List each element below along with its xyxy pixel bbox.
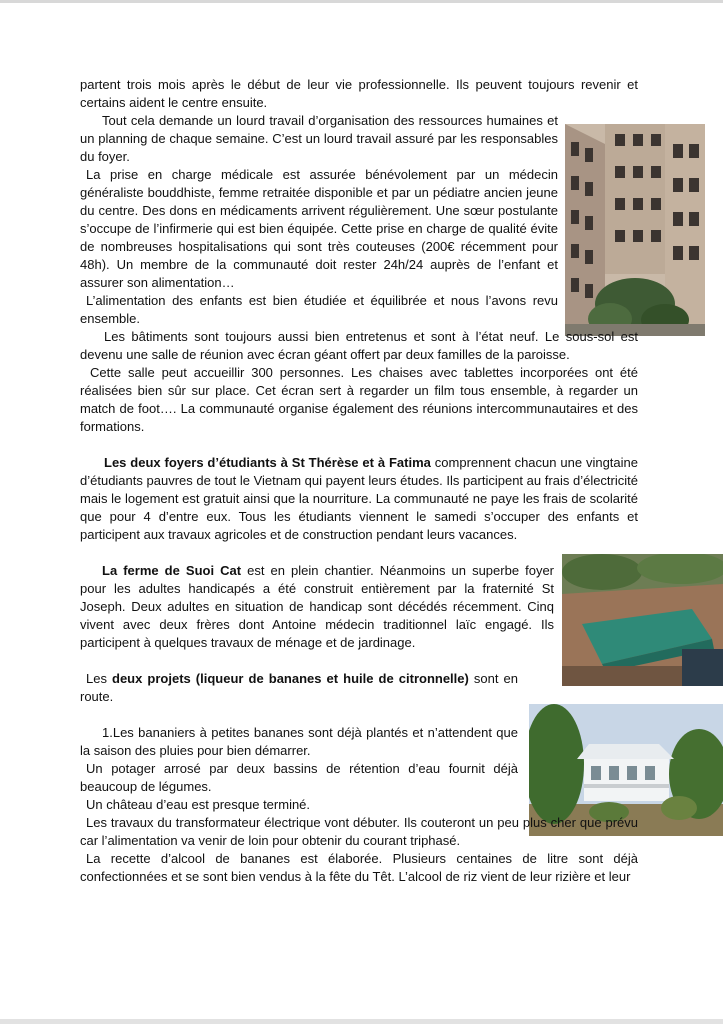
paragraph-8-text: est en plein chantier. Néanmoins un superbe foyer pour les adultes handicapés a été construit entièrement par la fraternité St Joseph. Deux adultes en situation de handicap sont décédés récemment. Cinq vivent avec deux frères dont Antoine médecin traditionnel laïc engagé. Ils participent à quelques travaux de ménage et de jardinage. — [80, 563, 555, 650]
paragraph-13: Les travaux du transformateur électrique vont débuter. Ils couteront un peu plus cher que prévu car l’alimentation va venir de loin pour obtenir du courant triphasé. — [80, 815, 638, 848]
bottom-border — [0, 1019, 723, 1024]
paragraph-6: Cette salle peut accueillir 300 personnes. Les chaises avec tablettes incorporées ont été réalisées bien sûr sur place. Cet écran sert à regarder un film tous ensemble, à regarder un match de foot…. La communauté organise également des réunions intercommunautaires et des formations. — [80, 365, 638, 434]
paragraph-3: La prise en charge médicale est assurée bénévolement par un médecin généraliste bouddhiste, femme retraitée disponible et par un pédiatre ancien jeune du centre. Des dons en médicaments arrivent régulièrement. Une sœur postulante s’occupe de l’infirmerie qui est bien équipée. Cette prise en charge de qualité évite de nombreuses hospitalisations qui sont très couteuses (200€ récemment pour 48h). Un membre de la communauté doit rester 24h/24 auprès de l’enfant et assurer son alimentation… — [80, 167, 558, 290]
paragraph-5: Les bâtiments sont toujours aussi bien entretenus et sont à l’état neuf. Le sous-sol est devenu une salle de réunion avec écran géant offert par deux familles de la paroisse. — [80, 329, 638, 362]
heading-farm: La ferme de Suoi Cat — [102, 563, 242, 578]
paragraph-9 — [80, 670, 518, 706]
paragraph-1: partent trois mois après le début de leur vie professionnelle. Ils peuvent toujours revenir et certains aident le centre ensuite. — [80, 77, 638, 110]
paragraph-7 — [80, 454, 638, 544]
paragraph-4: L’alimentation des enfants est bien étudiée et équilibrée et nous l’avons revu ensemble. — [80, 293, 558, 326]
paragraph-9-pre: Les — [86, 671, 113, 686]
paragraph-2: Tout cela demande un lourd travail d’organisation des ressources humaines et un planning de chaque semaine. C’est un lourd travail assuré par les responsables du foyer. — [80, 113, 558, 164]
heading-projects: deux projets (liqueur de bananes et huile de citronnelle) — [112, 671, 469, 686]
top-border — [0, 0, 723, 3]
paragraph-14: La recette d’alcool de bananes est élaborée. Plusieurs centaines de litre sont déjà confectionnées et se sont bien vendus à la fête du Têt. L’alcool de riz vient de leur rizière et leur — [80, 851, 638, 884]
paragraph-11: Un potager arrosé par deux bassins de rétention d’eau fournit déjà beaucoup de légumes. — [80, 761, 518, 794]
paragraph-8 — [80, 562, 554, 652]
document-body — [80, 76, 638, 886]
heading-student-homes: Les deux foyers d’étudiants à St Thérèse et à Fatima — [104, 455, 431, 470]
paragraph-12: Un château d’eau est presque terminé. — [86, 797, 311, 812]
paragraph-9-text: sont en route. — [80, 671, 518, 704]
paragraph-7-text: comprennent chacun une vingtaine d’étudiants pauvres de tout le Vietnam qui payent leurs études. Ils participent au frais d’électricité mais le logement est gratuit ainsi que la nourriture. La communauté ne paye les frais de scolarité que pour 4 d’entre eux. Tous les étudiants viennent le samedi s’occuper des enfants et participent aux travaux agricoles et de construction pendant leurs vacances. — [80, 455, 638, 542]
paragraph-10: 1.Les bananiers à petites bananes sont déjà plantés et n’attendent que la saison des pluies pour bien démarrer. — [80, 725, 518, 758]
